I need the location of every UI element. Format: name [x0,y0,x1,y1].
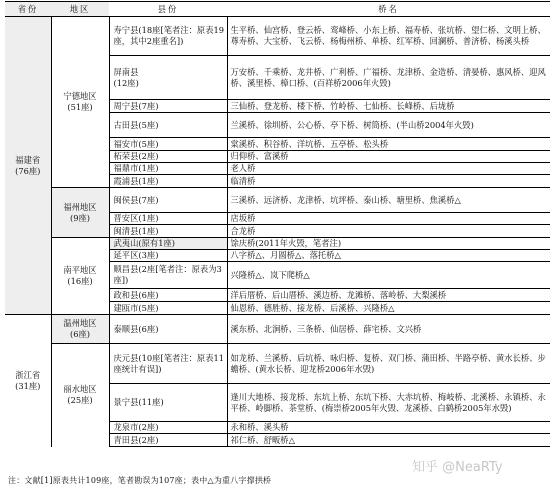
county-cell: 建瓯市(5座) [109,302,227,315]
county-cell: 武夷山(原有1座) [109,238,227,250]
bridges-cell: 三仙桥、登龙桥、楼下桥、竹岭桥、七仙桥、长峰桥、后垅桥 [227,100,550,113]
bridges-cell: 溪东桥、北涧桥、三条桥、仙居桥、薛宅桥、文兴桥 [227,315,550,344]
county-cell: 福安市(5座) [109,138,227,151]
watermark [412,456,503,475]
bridges-cell: 合龙桥 [227,225,550,238]
county-cell: 景宁县(11座) [109,384,227,422]
county-cell: 政和县(6座) [109,289,227,302]
county-cell: 屏南县 (12座) [109,56,227,100]
header-region: 地区 [51,2,109,17]
table-row [5,188,550,213]
bridges-cell: 三溪桥、远济桥、龙津桥、坑坪桥、泰山桥、塘里桥、焦溪桥△ [227,188,550,213]
county-cell: 庆元县(10座[笔者注：原表11座统计有误]) [109,344,227,384]
header-county: 县份 [109,2,227,17]
region-cell: 福州地区 (9座) [51,188,109,238]
bridges-cell: 兴隆桥△、岚下爬桥△ [227,262,550,289]
province-cell: 浙江省 (31座) [5,315,51,447]
bridges-cell: 老人桥 [227,163,550,175]
bridges-cell: 馀庆桥(2011年火毁，笔者注) [227,238,550,250]
county-cell: 闽侯县(7座) [109,188,227,213]
county-cell: 柘荣县(2座) [109,151,227,163]
province-cell: 福建省 (76座) [5,17,51,315]
table-header-row [5,2,550,17]
county-cell: 延平区(3座) [109,250,227,262]
county-cell: 泰顺县(6座) [109,315,227,344]
table-row [5,238,550,250]
bridges-cell: 永和桥、溪头桥 [227,422,550,434]
bridges-cell: 八字桥△、月圆桥△、落托桥△ [227,250,550,262]
bridges-cell: 棠溪桥、积谷桥、洋坑桥、五亭桥、松头桥 [227,138,550,151]
bridges-cell: 祁仁桥、舒畈桥△ [227,434,550,447]
county-cell: 青田县(2座) [109,434,227,447]
county-cell: 顺昌县(2座[笔者注：原表为3座]) [109,262,227,289]
county-cell: 周宁县(7座) [109,100,227,113]
table-row [5,17,550,56]
bridges-cell: 兰溪桥、徐圳桥、公心桥、亭下桥、树筒桥、(半山桥2004年火毁) [227,113,550,138]
bridges-cell: 临清桥 [227,175,550,188]
county-cell: 寿宁县(18座[笔者注：原表19座，其中2座重名]) [109,17,227,56]
header-province: 省份 [5,2,51,17]
county-cell: 龙泉市(2座) [109,422,227,434]
county-cell: 晋安区(1座) [109,213,227,225]
table-row [5,315,550,344]
region-cell: 宁德地区 (51座) [51,17,109,188]
bridges-cell: 逢川大地桥、接龙桥、东坑上桥、东坑下桥、大赤坑桥、梅岐桥、北溪桥、永镇桥、永平桥、岭脚桥、茶堂桥、(梅崇桥2005年火毁、龙溪桥、白鹤桥2005年水毁) [227,384,550,422]
watermark-text: 知乎 @NeaRTy [412,460,503,475]
region-cell: 南平地区 (16座) [51,238,109,315]
table-note: 注：文献[1]原表共计109座，笔者勘误为107座；表中△为重八字撑拱桥 [8,476,272,485]
bridges-cell: 洋后厝桥、后山厝桥、溪边桥、龙滩桥、落岭桥、大梨溪桥 [227,289,550,302]
bridges-cell: 店坂桥 [227,213,550,225]
county-cell: 古田县(5座) [109,113,227,138]
county-cell: 福鼎市(1座) [109,163,227,175]
bridges-cell: 生平桥、仙宫桥、登云桥、鸾峰桥、小东上桥、福寿桥、张坑桥、望仁桥、文明上桥、尊寿桥、大宝桥、飞云桥、杨梅州桥、单桥、红军桥、回澜桥、普济桥、杨溪头桥 [227,17,550,56]
bridges-cell: 如龙桥、兰溪桥、后坑桥、咏归桥、复桥、双门桥、蒲田桥、半路亭桥、黄水长桥、步蟾桥、(黄水长桥、迎龙桥2006年水毁) [227,344,550,384]
county-cell: 霞浦县(1座) [109,175,227,188]
bridge-table [5,1,550,447]
region-cell: 温州地区 (6座) [51,315,109,344]
header-bridges: 桥名 [227,2,550,17]
bridges-cell: 仙恩桥、德胜桥、接龙桥、后溪桥、兴隆桥△ [227,302,550,315]
table-row [5,344,550,384]
bridges-cell: 归仰桥、富溪桥 [227,151,550,163]
region-cell: 丽水地区 (25座) [51,344,109,447]
county-cell: 闽清县(1座) [109,225,227,238]
bridges-cell: 万安桥、千乘桥、龙井桥、广利桥、广福桥、龙津桥、金造桥、清晏桥、惠风桥、迎风桥、溪里桥、樟口桥、(百祥桥2006年火毁) [227,56,550,100]
